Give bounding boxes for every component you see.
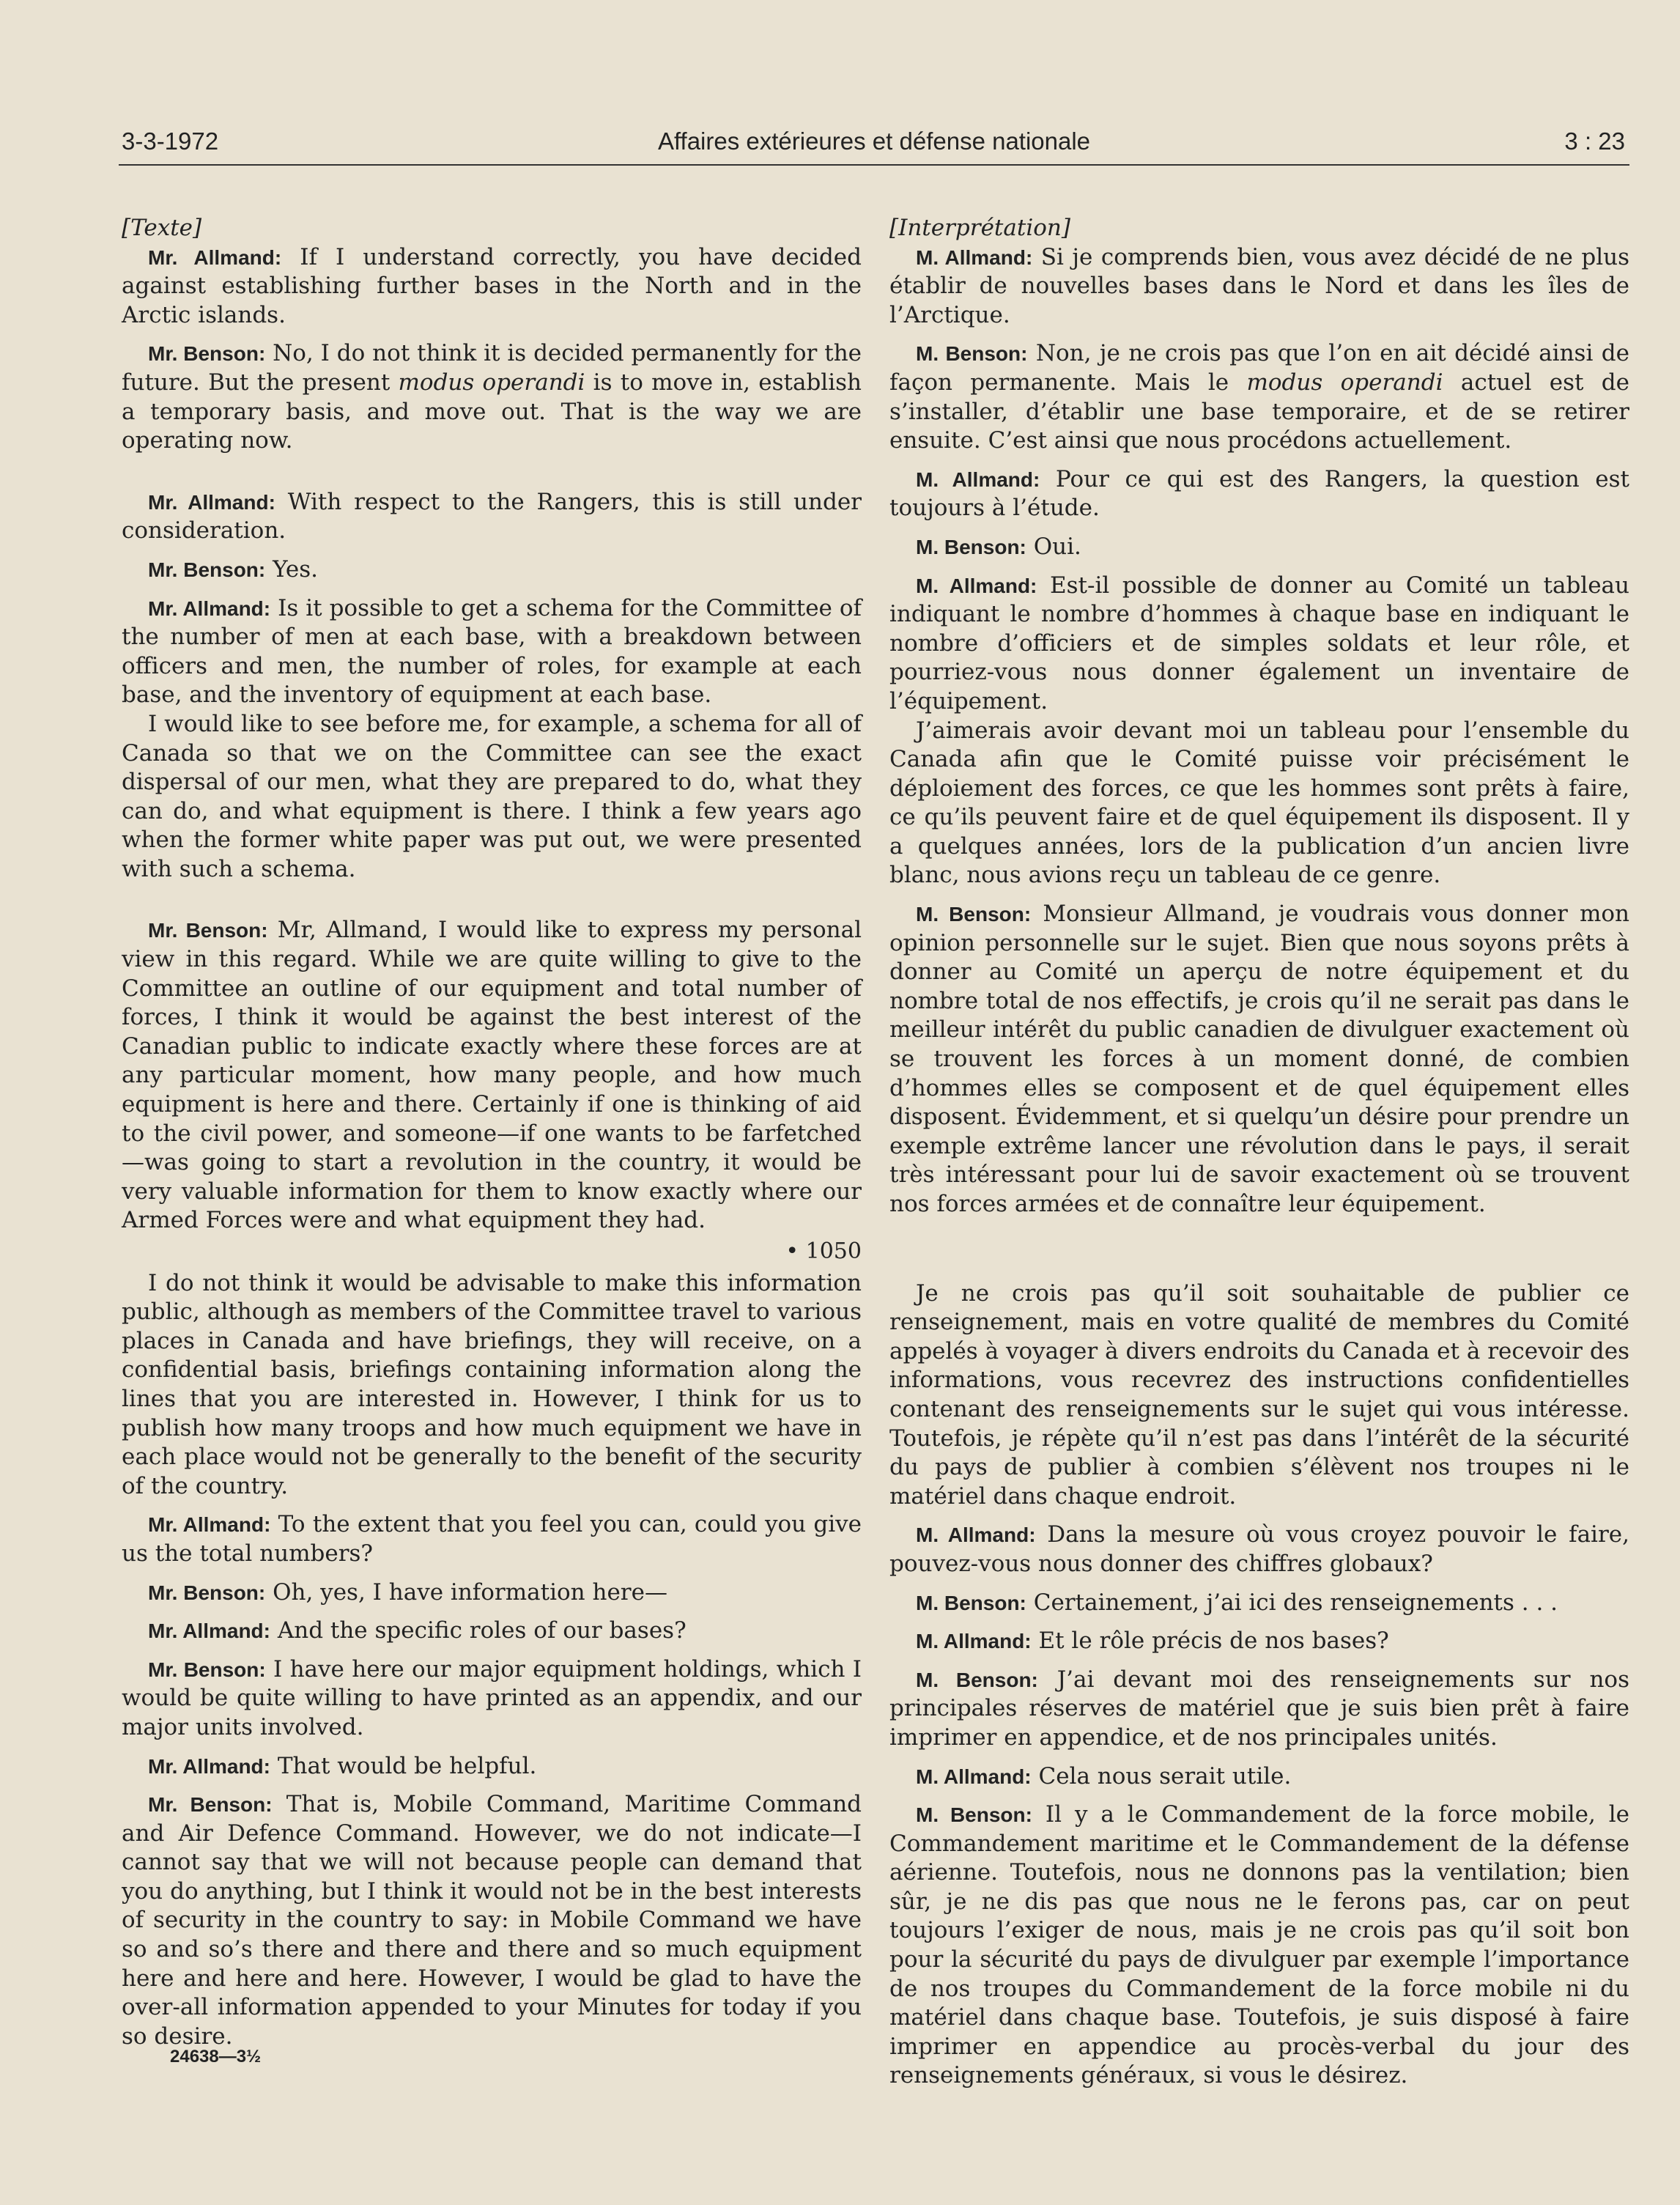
paragraph-text: Certainement, j’ai ici des renseignements . . . [1026,1589,1558,1616]
speaker-name: Mr. Allmand: [148,245,282,269]
speaker-name: Mr. Allmand: [148,490,275,514]
paragraph-text: No, I do not think it is decided permanently for the future. But the present [122,340,862,396]
header-date: 3-3-1972 [122,128,219,155]
paragraph [889,1800,1629,2091]
speaker-name: Mr. Benson: [148,342,266,366]
paragraph-text: Yes. [265,555,318,583]
paragraph-text: With respect to the Rangers, this is still under consideration. [122,488,862,544]
paragraph-text: Si je comprends bien, vous avez décidé de ne plus établir de nouvelles bases dans le Nord et dans les îles de l’Arctique. [889,243,1629,328]
speaker-name: M. Allmand: [916,468,1040,491]
paragraph [889,900,1629,1219]
paragraph-text: J’ai devant moi des renseignements sur nos principales réserves de matériel que je suis bien prêt à faire imprimer en appendice, et de nos principales unités. [889,1666,1629,1751]
paragraph-text: I have here our major equipment holdings, which I would be quite willing to have printed as an appendix, and our major units involved. [122,1655,862,1740]
paragraph [122,555,862,585]
paragraph: J’aimerais avoir devant moi un tableau pour l’ensemble du Canada afin que le Comité puisse voir précisément le déploiement des forces, ce que les hommes sont prêts à faire, ce qu’ils peuvent faire et de quel équipement ils disposent. Il y a quelques années, lors de la publication d’un ancien livre blanc, nous avions reçu un tableau de ce genre. [889,717,1629,889]
paragraph-text: Monsieur Allmand, je voudrais vous donner mon opinion personnelle sur le sujet. Bien que nous soyons prêts à donner au Comité un aperçu de notre équipement et du nombre total de nos effectifs, je crois qu’il ne serait pas dans le meilleur intérêt du public canadien de divulguer exactement où se trouvent les forces à un moment donné, de combien d’hommes elles se composent et de quel équipement elles disposent. Évidemment, et si quelqu’un désire pour prendre un exemple extrême lancer une révolution dans le pays, il serait très intéressant pour lui de savoir exactement où se trouvent nos forces armées et de connaître leur équipement. [889,901,1629,1217]
speaker-name: M. Allmand: [916,1630,1032,1653]
paragraph [122,1617,862,1646]
paragraph-text: Mr, Allmand, I would like to express my personal view in this regard. While we are quite willing to give to the Committee an outline of our equipment and total number of forces, I think it would be against the best interest of the Canadian public to indicate exactly where these forces are at any particular moment, how many people, and how much equipment is here and there. Certainly if one is thinking of aid to the civil power, and someone—if one wants to be farfetched—was going to start a revolution in the country, it would be very valuable information for them to know exactly where our Armed Forces were and what equipment they had. [122,917,862,1234]
paragraph [889,465,1629,523]
speaker-name: M. Benson: [916,903,1032,926]
paragraph [122,1655,862,1743]
page-number: 3 : 23 [1564,128,1625,155]
paragraph [889,572,1629,717]
paragraph [889,339,1629,455]
paragraph [122,1510,862,1568]
paragraph [889,1666,1629,1753]
paragraph [122,1752,862,1781]
paragraph-text: Dans la mesure où vous croyez pouvoir le faire, pouvez-vous nous donner des chiffres globaux? [889,1521,1629,1577]
paragraph-text: Oui. [1026,533,1081,560]
speaker-name: Mr. Benson: [148,1793,273,1817]
speaker-name: M. Benson: [916,535,1026,558]
paragraph [889,1521,1629,1578]
paragraph [889,1589,1629,1618]
speaker-name: Mr. Benson: [148,558,266,581]
paragraph [889,1762,1629,1792]
paragraph-text: That would be helpful. [270,1752,537,1779]
speaker-name: M. Allmand: [916,574,1037,597]
paragraph-text: Oh, yes, I have information here— [265,1578,667,1606]
speaker-name: Mr. Benson: [148,1581,266,1604]
print-code: 24638—3½ [170,2047,262,2067]
speaker-name: M. Allmand: [916,245,1033,269]
paragraph-text: That is, Mobile Command, Maritime Command and Air Defence Command. However, we do not indicate—I cannot say that we will not because people can demand that you do anything, but I think it would not be in the best interests of security in the country to say: in Mobile Command we have so and so’s there and there and there and so much equipment here and here and here. However, I would be glad to have the over-all information appended to your Minutes for today if you so desire. [122,1791,862,2050]
paragraph [122,594,862,710]
speaker-name: M. Benson: [916,1668,1038,1691]
speaker-name: Mr. Allmand: [148,1754,270,1778]
paragraph-text: actuel est de s’installer, d’établir une base temporaire, et de se retirer ensuite. C’est ainsi que nous procédons actuellement. [889,369,1629,454]
english-column [122,214,862,2061]
running-header [119,123,1629,166]
paragraph-text: Non, je ne crois pas que l’on en ait décidé ainsi de façon permanente. Mais le [889,340,1629,396]
paragraph-text: And the specific roles of our bases? [270,1617,687,1644]
paragraph-text: Et le rôle précis de nos bases? [1031,1628,1389,1655]
paragraph [122,1578,862,1608]
column-label: [Texte] [122,215,202,241]
speaker-name: M. Allmand: [916,1523,1036,1547]
speaker-name: M. Benson: [916,342,1028,366]
paragraph-text: Il y a le Commandement de la force mobile, le Commandement maritime et le Commandement de la défense aérienne. Toutefois, nous ne donnons pas la ventilation; bien sûr, je ne dis pas que nous ne le ferons pas, car on peut toujours l’exiger de nous, mais je ne crois pas qu’il soit bon pour la sécurité du pays de divulguer par exemple l’importance de nos troupes du Commandement de la force mobile ni du matériel dans chaque base. Toutefois, je suis disposé à faire imprimer en appendice au procès-verbal du jour des renseignements généraux, si vous le désirez. [889,1801,1629,2089]
paragraph-text: Cela nous serait utile. [1031,1762,1292,1790]
paragraph [122,916,862,1236]
paragraph-text: Is it possible to get a schema for the Committee of the number of men at each base, with a breakdown between officers and men, the number of roles, for example at each base, and the inventory of equipment at each base. [122,594,862,709]
paragraph: Je ne crois pas qu’il soit souhaitable de publier ce renseignement, mais en votre qualité de membres du Comité appelés à voyager à divers endroits du Canada et à recevoir des informations, vous recevrez des instructions confidentielles contenant des renseignements sur le sujet qui vous intéresse. Toutefois, je répète qu’il n’est pas dans l’intérêt de la sécurité du pays de publier à combien s’élèvent nos troupes ni le matériel dans chaque endroit. [889,1279,1629,1510]
column-label: [Interprétation] [889,215,1070,241]
italic-term: modus operandi [1246,369,1443,396]
speaker-name: M. Benson: [916,1803,1032,1827]
speaker-name: Mr. Allmand: [148,1619,270,1643]
speaker-name: M. Allmand: [916,1765,1032,1788]
paragraph [889,1627,1629,1656]
paragraph [122,339,862,455]
paragraph-text: If I understand correctly, you have decided against establishing further bases in the North and in the Arctic islands. [122,243,862,328]
italic-term: modus operandi [398,369,585,396]
paragraph-text: is to move in, establish a temporary basis, and move out. That is the way we are operating now. [122,369,862,454]
speaker-name: Mr. Benson: [148,1658,266,1681]
paragraph-text: Pour ce qui est des Rangers, la question est toujours à l’étude. [889,465,1629,522]
paragraph: I do not think it would be advisable to make this information public, although as members of the Committee travel to various places in Canada and have briefings, they will receive, on a confidential basis, briefings containing information along the lines that you are interested in. However, I think for us to publish how many troops and how much equipment we have in each place would not be generally to the benefit of the security of the country. [122,1269,862,1499]
french-column [889,214,1629,2100]
speaker-name: Mr. Benson: [148,919,268,942]
paragraph [122,1790,862,2051]
speaker-name: Mr. Allmand: [148,597,271,620]
time-marker: • 1050 [785,1238,862,1264]
paragraph: I would like to see before me, for example, a schema for all of Canada so that we on the Committee can see the exact dispersal of our men, what they are prepared to do, what they can do, and what equipment is there. I think a few years ago when the former white paper was put out, we were presented with such a schema. [122,710,862,882]
paragraph [122,243,862,330]
paragraph-text: Est-il possible de donner au Comité un tableau indiquant le nombre d’hommes à chaque base en indiquant le nombre d’officiers et de simples soldats et leur rôle, et pourriez-vous nous donner également un inventaire de l’équipement. [889,572,1629,714]
speaker-name: Mr. Allmand: [148,1513,271,1537]
paragraph [889,243,1629,330]
paragraph-text: To the extent that you feel you can, could you give us the total numbers? [122,1511,862,1567]
paragraph [889,533,1629,562]
speaker-name: M. Benson: [916,1591,1026,1614]
header-title: Affaires extérieures et défense nationale [657,128,1091,155]
paragraph [122,488,862,546]
